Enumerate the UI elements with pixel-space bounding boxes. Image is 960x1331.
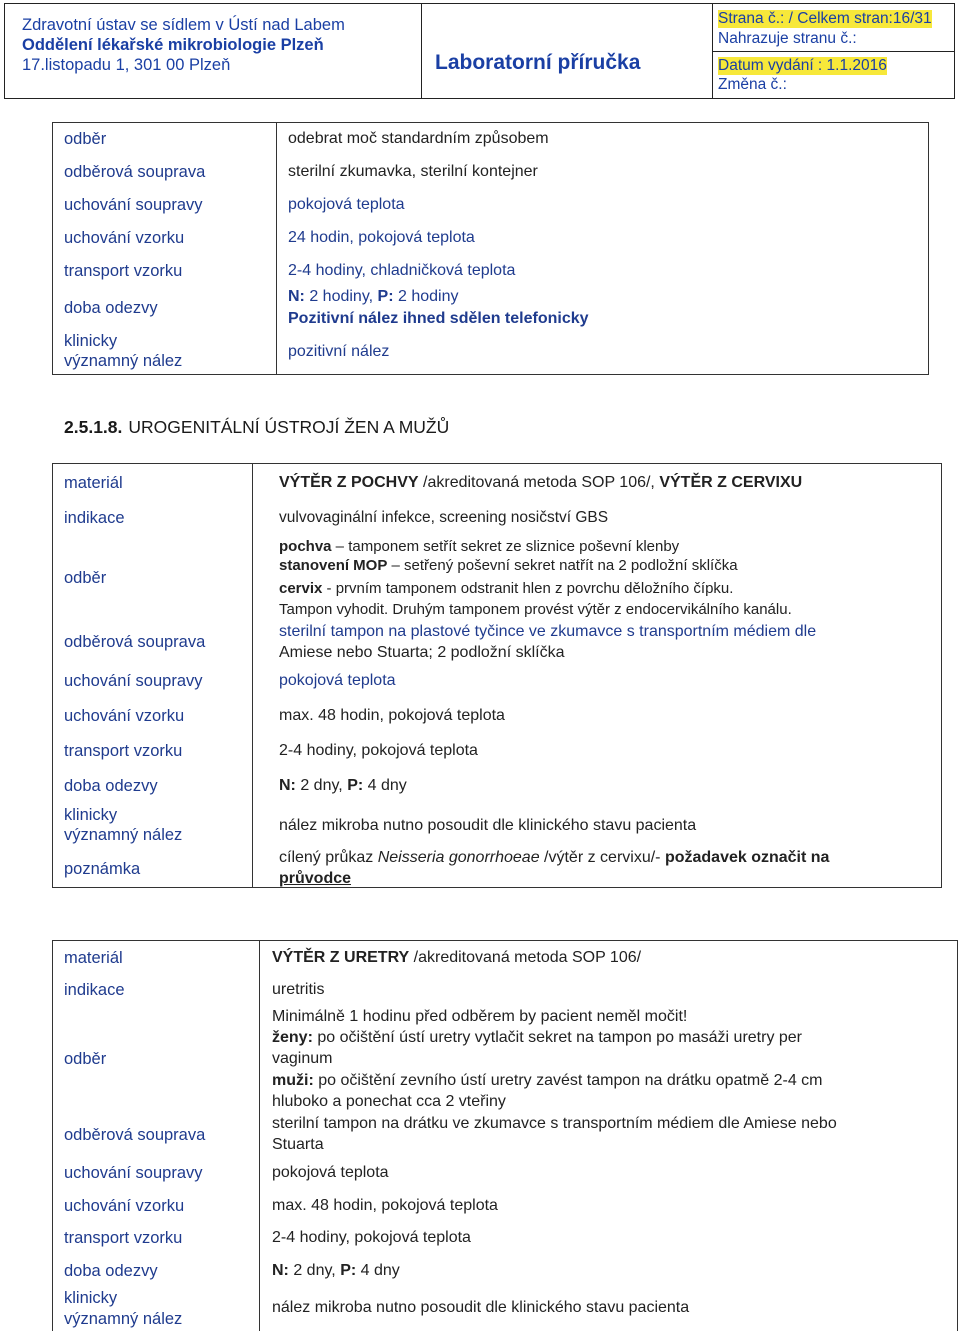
label-poznamka: poznámka bbox=[64, 860, 141, 878]
women-term: ženy: bbox=[272, 1029, 313, 1046]
label-uchovani-soupravy: uchování soupravy bbox=[64, 196, 203, 214]
column-divider bbox=[259, 941, 260, 1331]
positive-value: 2 hodiny bbox=[393, 288, 459, 305]
value-odber-tampon: Tampon vyhodit. Druhým tamponem provést výtěr z endocervikálního kanálu. bbox=[279, 601, 792, 618]
page-header bbox=[4, 3, 955, 99]
label-klinicky: klinicky bbox=[64, 806, 118, 824]
label-odberova-souprava: odběrová souprava bbox=[64, 163, 206, 181]
material-urethra: VÝTĚR Z URETRY bbox=[272, 949, 410, 966]
replaces-page: Nahrazuje stranu č.: bbox=[718, 30, 857, 47]
note-organism: Neisseria gonorrhoeae bbox=[377, 849, 540, 866]
value-odber-muzi-line2: hluboko a ponechat cca 2 vteřiny bbox=[272, 1093, 506, 1110]
header-organization bbox=[5, 4, 422, 98]
positive-value: 4 dny bbox=[356, 1262, 400, 1279]
mop-term: stanovení MOP bbox=[279, 557, 388, 574]
label-doba-odezvy: doba odezvy bbox=[64, 777, 158, 795]
value-uchovani-vzorku: max. 48 hodin, pokojová teplota bbox=[272, 1197, 498, 1214]
label-indikace: indikace bbox=[64, 981, 125, 999]
value-souprava-line1: sterilní tampon na plastové tyčince ve zkumavce s transportním médiem dle bbox=[279, 623, 817, 640]
section-heading bbox=[64, 417, 449, 438]
value-pozitivni-telefon: Pozitivní nález ihned sdělen telefonicky bbox=[288, 310, 589, 327]
label-klinicky: klinicky bbox=[64, 332, 118, 350]
pochva-dash: – bbox=[331, 538, 349, 555]
label-doba-odezvy: doba odezvy bbox=[64, 1262, 158, 1280]
value-indikace: uretritis bbox=[272, 981, 325, 998]
material-accreditation: /akreditovaná metoda SOP 106/, bbox=[418, 474, 660, 491]
value-indikace: vulvovaginální infekce, screening nosičství GBS bbox=[279, 509, 609, 526]
value-uchovani-vzorku: max. 48 hodin, pokojová teplota bbox=[279, 707, 505, 724]
value-odber-muzi bbox=[272, 1071, 822, 1091]
label-vyznamny-nalez: významný nález bbox=[64, 826, 183, 844]
label-indikace: indikace bbox=[64, 509, 125, 527]
positive-label: P: bbox=[377, 288, 394, 305]
value-material bbox=[272, 948, 641, 968]
mop-dash: – bbox=[387, 557, 405, 574]
label-transport-vzorku: transport vzorku bbox=[64, 1229, 183, 1247]
org-address: 17.listopadu 1, 301 00 Plzeň bbox=[22, 56, 231, 74]
column-divider bbox=[276, 123, 277, 374]
header-meta bbox=[712, 4, 954, 98]
label-uchovani-vzorku: uchování vzorku bbox=[64, 229, 185, 247]
normal-value: 2 dny, bbox=[288, 1262, 341, 1279]
org-name: Zdravotní ústav se sídlem v Ústí nad Labem bbox=[22, 16, 345, 34]
value-souprava-line2: Stuarta bbox=[272, 1136, 324, 1153]
issue-date: Datum vydání : 1.1.2016 bbox=[718, 57, 887, 74]
cervix-instruction: - prvním tamponem odstranit hlen z povrchu děložního čípku. bbox=[322, 580, 734, 597]
section-number: 2.5.1.8. bbox=[64, 417, 123, 437]
label-transport-vzorku: transport vzorku bbox=[64, 742, 183, 760]
value-odber-pochva bbox=[279, 537, 679, 557]
value-souprava-line1: sterilní tampon na drátku ve zkumavce s transportním médiem dle Amiese nebo bbox=[272, 1115, 837, 1132]
change-number: Změna č.: bbox=[718, 76, 787, 93]
value-odber-warning: Minimálně 1 hodinu před odběrem by pacient neměl močit! bbox=[272, 1008, 688, 1025]
document-title: Laboratorní příručka bbox=[435, 51, 641, 74]
normal-label: N: bbox=[279, 777, 296, 794]
positive-label: P: bbox=[340, 1262, 357, 1279]
material-accreditation: /akreditovaná metoda SOP 106/ bbox=[409, 949, 642, 966]
value-odberova-souprava: sterilní zkumavka, sterilní kontejner bbox=[288, 163, 538, 180]
positive-value: 4 dny bbox=[363, 777, 407, 794]
label-odber: odběr bbox=[64, 130, 107, 148]
label-vyznamny-nalez: významný nález bbox=[64, 352, 183, 370]
women-instruction: po očištění ústí uretry vytlačit sekret na tampon po masáži uretry per bbox=[312, 1029, 803, 1046]
value-poznamka bbox=[279, 848, 829, 868]
page-info: Strana č.: / Celkem stran:16/31 bbox=[718, 10, 932, 27]
value-doba-odezvy bbox=[272, 1261, 400, 1281]
value-poznamka-line2: průvodce bbox=[279, 870, 352, 887]
label-odberova-souprava: odběrová souprava bbox=[64, 1126, 206, 1144]
label-uchovani-soupravy: uchování soupravy bbox=[64, 672, 203, 690]
note-source: /výtěr z cervixu/- bbox=[539, 849, 665, 866]
urine-specimen-table bbox=[52, 122, 929, 375]
normal-label: N: bbox=[272, 1262, 289, 1279]
pochva-term: pochva bbox=[279, 538, 332, 555]
value-uchovani-vzorku: 24 hodin, pokojová teplota bbox=[288, 229, 475, 246]
value-material bbox=[279, 473, 802, 493]
positive-label: P: bbox=[347, 777, 364, 794]
normal-label: N: bbox=[288, 288, 305, 305]
label-odber: odběr bbox=[64, 569, 107, 587]
value-klinicky-nalez: nález mikroba nutno posoudit dle klinického stavu pacienta bbox=[279, 817, 697, 834]
material-vaginal: VÝTĚR Z POCHVY bbox=[279, 474, 419, 491]
material-cervix: VÝTĚR Z CERVIXU bbox=[659, 474, 803, 491]
label-transport-vzorku: transport vzorku bbox=[64, 262, 183, 280]
mop-instruction: setřený poševní sekret natřít na 2 podložní sklíčka bbox=[404, 557, 738, 574]
value-uchovani-soupravy: pokojová teplota bbox=[272, 1164, 389, 1181]
normal-value: 2 dny, bbox=[295, 777, 348, 794]
header-title-cell bbox=[421, 4, 713, 98]
label-odberova-souprava: odběrová souprava bbox=[64, 633, 206, 651]
column-divider bbox=[252, 464, 253, 887]
value-transport-vzorku: 2-4 hodiny, pokojová teplota bbox=[279, 742, 478, 759]
label-material: materiál bbox=[64, 949, 123, 967]
men-term: muži: bbox=[272, 1072, 314, 1089]
value-uchovani-soupravy: pokojová teplota bbox=[288, 196, 405, 213]
label-odber: odběr bbox=[64, 1050, 107, 1068]
value-transport-vzorku: 2-4 hodiny, chladničková teplota bbox=[288, 262, 516, 279]
value-odber-mop bbox=[279, 556, 738, 576]
note-text: cílený průkaz bbox=[279, 849, 378, 866]
value-souprava-line2: Amiese nebo Stuarta; 2 podložní sklíčka bbox=[279, 644, 565, 661]
label-vyznamny-nalez: významný nález bbox=[64, 1310, 183, 1328]
label-doba-odezvy: doba odezvy bbox=[64, 299, 158, 317]
value-doba-odezvy bbox=[279, 776, 407, 796]
label-uchovani-vzorku: uchování vzorku bbox=[64, 707, 185, 725]
men-instruction: po očištění zevního ústí uretry zavést tampon na drátku opatmě 2-4 cm bbox=[313, 1072, 823, 1089]
value-odber: odebrat moč standardním způsobem bbox=[288, 130, 549, 147]
value-odber-cervix bbox=[279, 579, 733, 599]
value-klinicky-nalez: pozitivní nález bbox=[288, 343, 390, 360]
department-name: Oddělení lékařské mikrobiologie Plzeň bbox=[22, 36, 324, 54]
label-material: materiál bbox=[64, 474, 123, 492]
label-uchovani-soupravy: uchování soupravy bbox=[64, 1164, 203, 1182]
value-odber-zeny bbox=[272, 1028, 802, 1048]
label-klinicky: klinicky bbox=[64, 1289, 118, 1307]
value-uchovani-soupravy: pokojová teplota bbox=[279, 672, 396, 689]
header-divider bbox=[712, 51, 954, 52]
value-doba-odezvy bbox=[288, 287, 458, 307]
label-uchovani-vzorku: uchování vzorku bbox=[64, 1197, 185, 1215]
value-odber-zeny-line2: vaginum bbox=[272, 1050, 333, 1067]
normal-value: 2 hodiny, bbox=[304, 288, 378, 305]
pochva-instruction: tamponem setřít sekret ze sliznice poševní klenby bbox=[348, 538, 680, 555]
value-transport-vzorku: 2-4 hodiny, pokojová teplota bbox=[272, 1229, 471, 1246]
note-requirement: požadavek označit na bbox=[664, 849, 830, 866]
value-klinicky-nalez: nález mikroba nutno posoudit dle klinického stavu pacienta bbox=[272, 1299, 690, 1316]
section-title: UROGENITÁLNÍ ÚSTROJÍ ŽEN A MUŽŮ bbox=[128, 417, 450, 437]
cervix-term: cervix bbox=[279, 580, 323, 597]
